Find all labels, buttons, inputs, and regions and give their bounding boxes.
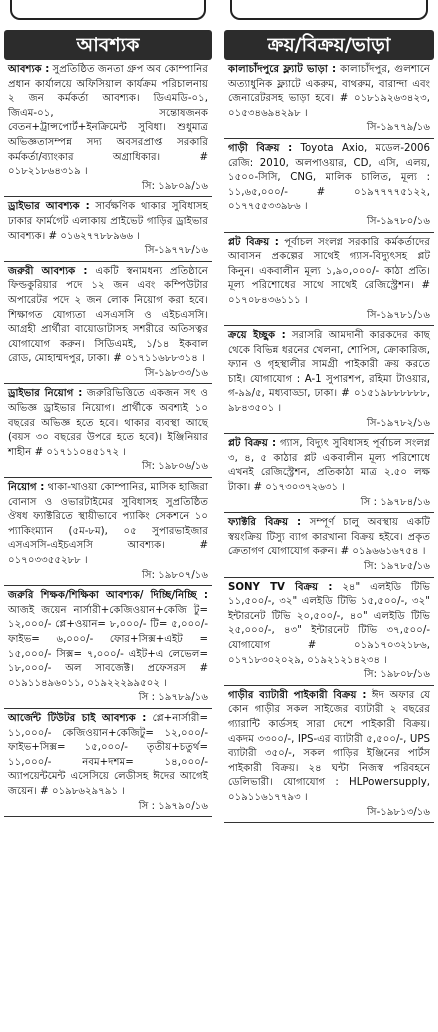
ad-heading: ড্রাইভার নিয়োগ : <box>8 388 83 400</box>
ad-body: সার্বক্ষণিক থাকার সুবিধাসহ ঢাকার ফার্মগেট এলাকায় প্রাইভেট গাড়ির ড্রাইভার আবশ্যক। # ০১৬২৭৭৮৮৯৬৬ । <box>8 201 208 242</box>
classified-ad <box>4 709 212 817</box>
ad-list-buy-sell-rent <box>224 60 434 823</box>
classified-ad <box>224 434 434 513</box>
ad-code: সি-১৯৭৮১/১৬ <box>366 309 430 321</box>
classified-ad <box>224 60 434 139</box>
ad-code: সি-১৯৭৭৯/১৬ <box>366 122 430 134</box>
ad-code: সি : ১৯৭৯০/১৬ <box>138 800 208 812</box>
ad-heading: নিয়োগ : <box>8 482 45 494</box>
classified-ad <box>4 262 212 385</box>
ad-heading: প্লট বিক্রয় : <box>228 236 279 248</box>
ad-code: সি: ১৯৮০৮/১৬ <box>363 669 430 681</box>
ad-body: সরাসরি আমদানী কারকদের কাছ থেকে বিভিন্ন ধরনের খেলনা, শোপিস, ক্রোকারিজ, ফ্যান ও গৃহস্থালীর সামগ্রী পাইকারী ক্রয় করতে চাই। যোগাযোগ : A-1 সুপারশপ, রহিমা টাওয়ার, গ-৯৯/৫, মধ্যবাড্ডা, ঢাকা। # ০১৫১৯৮৮৮৮৮৮, ৯৮৪৩৫০১ । <box>228 330 430 415</box>
column-gutter <box>216 0 218 1032</box>
ad-heading: জরুরি শিক্ষক/শিক্ষিকা আবশ্যক/ দিচ্ছি/নিচ্ছি : <box>8 590 208 602</box>
ad-heading: প্লট বিক্রয় : <box>228 438 277 450</box>
ad-list-wanted <box>4 60 212 817</box>
ad-body: পূর্বাচল সংলগ্ন সরকারি কর্মকর্তাদের আবাসন প্রকল্পের সাথেই গ্যাস-বিদ্যুৎসহ প্লট কিনুন। একবালীন মূল্য ১,৯০,০০০/- কাঠা প্রতি। মূল্য পরিশোধের সাথে সাথেই রেজিস্ট্রেশন। # ০১৭০৮৪৩৬১১১ । <box>228 236 430 306</box>
ad-code: সি-১৯৮৩৩/১৬ <box>144 367 208 379</box>
ad-code: সি-১৯৭৮২/১৬ <box>366 417 430 429</box>
classified-ad <box>224 513 434 577</box>
ad-heading: আর্জেন্ট টিউটর চাই আবশ্যক : <box>8 712 147 724</box>
ad-body: ২৪" এলইডি টিভি ১১,৫০০/-, ৩২" এলইডি টিভি ১৫,৫০০/-, ৩২" ইন্টারনেট টিভি ২০,৫০০/-, ৪০" এলইডি টিভি ২৫,০০০/-, ৪৩" ইন্টারনেট টিভি ৩৭,৫০০/- যোগাযোগ # ০১৯১৭০৩২১৮৬, ০১৭১৮৩০২০২৯, ০১৯২১২১৪২৩৪ । <box>228 581 430 666</box>
ad-body: Toyota Axio, মডেল-2006 রেজি: 2010, অলপাওয়ার, CD, এসি, এলয়, ১৫০০-সিসি, CNG, মালিক চালিত, মূল্য : ১১,৬৫,০০০/- # ০১৯৭৭৭৭৫১২২, ০১৭৭৫৫৩৩৯৮৬ । <box>228 142 430 213</box>
classified-ad <box>4 586 212 709</box>
ad-heading: ফ্যাক্টরি বিক্রয় : <box>228 517 302 529</box>
ad-body: জরুরিভিত্তিতে একজন সৎ ও অভিজ্ঞ ড্রাইভার নিয়োগ। প্রার্থীকে অবশ্যই ১০ বছরের অভিজ্ঞ হতে হবে। থাকার ব্যবস্থা আছে (বয়স ৩০ বছরের উপরে হতে হবে)। ইঞ্জিনিয়ার শাহীন # ০১৭১১০৪৫১৭২ । <box>8 388 208 458</box>
classified-ad <box>224 139 434 233</box>
ad-code: সি: ১৯৭৮৫/১৬ <box>363 561 430 572</box>
ad-heading: গাড়ী বিক্রয় : <box>228 142 293 154</box>
classified-ad <box>4 197 212 261</box>
classified-ad <box>4 60 212 197</box>
ad-body: সুপ্রতিষ্ঠিত জনতা গ্রুপ অব কোম্পানির প্রধান কার্যালয়ে অফিসিয়াল কার্যক্রম পরিচালনায় ২ জন কর্মকর্তা আবশ্যক। ডিএমডি-০১, জিএম-০১, সন্তোষজনক বেতন+ট্রান্সপোর্ট+ইনক্রিমেন্ট সুবিধা। শুধুমাত্র অভিজ্ঞতাসম্পন্ন সদ্য অবসরপ্রাপ্ত সরকারি কর্মকর্তা/ব্যাংকার অগ্রাধিকার। # ০১৮২১৮৬৪৩১৯ । <box>8 64 208 178</box>
classified-ad <box>224 578 434 686</box>
ad-body: প্লে+নার্সারী= ১১,০০০/- কেজিওয়ান+কেজিটু= ১২,০০০/- ফাইভ+সিক্স= ১৫,০০০/- তৃতীয়+চতুর্থ= ১১,০০০/- নবম+দশম= ১৪,০০০/- অ্যাপয়েন্টমেন্ট এসেসিয়ে লেডীসহ ঈদের আগেই জয়েন। # ০১৯৮৬২৯৭৯১ । <box>8 712 208 797</box>
ad-code: সি : ১৯৭৮৯/১৬ <box>138 692 208 704</box>
ad-code: সি: ১৯৮০৯/১৬ <box>141 180 208 192</box>
ad-body: একটি স্বনামধন্য প্রতিষ্ঠানে ফিল্ডকুরিয়ার পদে ১২ জন এবং কম্পিউটার অপারেটর পদে ২ জন লোক নিয়োগ করা হবে। শিক্ষাগত যোগ্যতা এসএসসি ও এইচএসসি। আগ্রহী প্রার্থীরা বায়োডাটাসহ সশরীরে অতিসত্বর যোগাযোগ করুন। সিডিএমই, ১/১৪ ইকবাল রোড, মোহাম্মদপুর, ঢাকা। # ০১৭১১৬৮৮৩১৪ । <box>8 265 208 365</box>
ad-code: সি : ১৯৭৮৪/১৬ <box>360 496 430 508</box>
ad-heading: কালাচাঁদপুরে ফ্ল্যাট ভাড়া : <box>228 64 337 75</box>
ad-heading: জরুরী আবশ্যক : <box>8 265 88 277</box>
classified-ad <box>224 686 434 823</box>
ad-body: গ্যাস, বিদ্যুৎ সুবিধাসহ পূর্বাচল সংলগ্ন ৩, ৪, ৫ কাঠার প্লট একবালীন মূল্য পরিশোধে এখনই রেজিস্ট্রেশন, প্রতিকাঠা মাত্র ২.৫০ লক্ষ টাকা। # ০১৭৩০৩৭২৬৩১ । <box>228 438 431 494</box>
classified-ad <box>224 233 434 327</box>
ad-heading: SONY TV বিক্রয় : <box>228 581 333 593</box>
classified-ad <box>224 326 434 434</box>
right-column <box>224 0 434 1032</box>
ad-heading: আবশ্যক : <box>8 64 50 75</box>
ad-code: সি: ১৯৮০৬/১৬ <box>141 461 208 473</box>
ad-heading: গাড়ীর ব্যাটারী পাইকারী বিক্রয় : <box>228 689 367 701</box>
classified-ad <box>4 478 212 586</box>
classified-ad <box>4 384 212 478</box>
ad-code: সি-১৯৭৮০/১৬ <box>366 215 430 227</box>
ad-code: সি-১৯৭৭৮/১৬ <box>144 245 208 257</box>
ad-body: ঈদ অফার যে কোন গাড়ীর সকল সাইজের ব্যাটারী ২ বছরের গ্যারান্টি কার্ডসহ সারা দেশে পাইকারী বিক্রয়। একদম ৩৩০০/-, IPS-এর ব্যাটারী ৫,৫০০/-, UPS ব্যাটারী ৩৫০/-, সকল গাড়ির ইঞ্জিনের পার্টস পাইকারী বিক্রয়। ২৪ ঘন্টা নিজস্ব পরিবহনে ডেলিভারী। যোগাযোগ : HLPowersupply, ০১৯১১৬১৭৭৯৩ । <box>228 689 430 803</box>
ad-heading: ড্রাইভার আবশ্যক : <box>8 201 90 213</box>
ad-body: আজই জয়েন নার্সারী+কেজিওয়ান+কেজি টু= ১২,০০০/- প্লে+ওয়ান= ৮,০০০/- টি= ৫,০০০/- ফাইভ= ৬,০০০/- ফোর+সিক্স+এইট = ১৫,০০০/- সিক্স= ৭,০০০/- এইট+এ লেভেল= ১৮,০০০/- অল সাবজেক্ট। প্রফেসরস # ০১৯১১৪৯৬০১১, ০১৯২২২৯৯৫০২ । <box>8 604 208 689</box>
column-top-frame <box>230 0 428 20</box>
column-top-frame <box>10 0 206 20</box>
ad-body: সম্পূর্ণ চালু অবস্থায় একটি স্বয়ংক্রিয় টিস্যু ব্যাগ কারখানা বিক্রয় হইবে। প্রকৃত ক্রেতাগণ যোগাযোগ করুন। # ০১৯৬৬১৬৭৫৪ । <box>228 517 430 558</box>
ad-code: সি: ১৯৮০৭/১৬ <box>141 569 208 581</box>
ad-body: থাকা-খাওয়া কোম্পানির, মাসিক হাজিরা বোনাস ও ওভারটাইমের সুবিধাসহ সুপ্রতিষ্ঠিত ঔষধ ফ্যাক্টরিতে স্থায়ীভাবে প্যাকিং সেকশনে ১০ প্যাকিংম্যান (৫ম-৮ম), ০৫ সুপারভাইজার এসএসসি-এইচএসসি আবশ্যক। # ০১৭০৩৩৫৫২৮৮ । <box>8 482 208 566</box>
section-header-wanted: আবশ্যক <box>4 30 212 60</box>
ad-heading: ক্রয়ে ইচ্ছুক : <box>228 330 286 342</box>
ad-code: সি-১৯৮১৩/১৬ <box>366 806 430 818</box>
ad-body: কালাচাঁদপুর, গুলশানে অত্যাধুনিক ফ্ল্যাটে একরুম, বাথরুম, বারান্দা এবং জেনারেটরসহ ভাড়া হবে। # ০১৮১৯২৬৩৪২৩, ০১৫৩৪৬৯৪২৯৮ । <box>228 64 430 119</box>
left-column <box>4 0 212 1032</box>
section-header-buy-sell-rent: ক্রয়/বিক্রয়/ভাড়া <box>224 30 434 60</box>
